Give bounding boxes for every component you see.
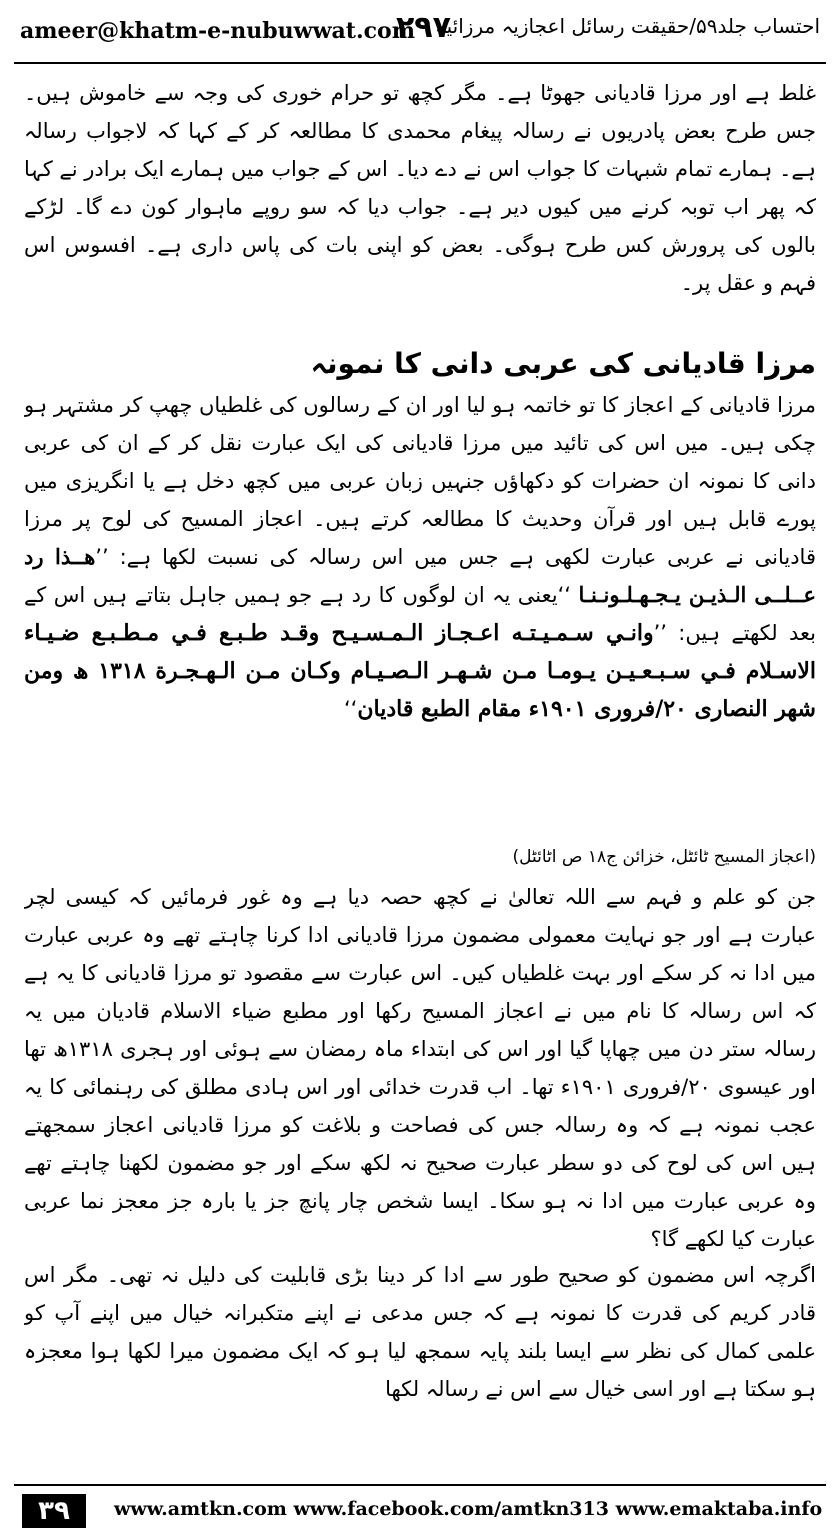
- citation: (اعجاز المسیح ٹائٹل، خزائن ج۱۸ ص اٹائٹل): [512, 847, 816, 867]
- paragraph-2: [24, 386, 816, 842]
- page-body: [24, 74, 816, 1472]
- paragraph-2-text-2: ‘‘یعنی یہ ان لوگوں کا رد ہے جو ہمیں جاہل بتاتے ہیں اس کے بعد لکھتے ہیں: ’’: [24, 583, 816, 645]
- running-title: احتساب جلد۵۹/حقیقت رسائل اعجازیہ مرزائیہ: [434, 14, 820, 38]
- footer-page-box: ۳۹: [22, 1494, 86, 1528]
- arabic-quote-1: هــذا رد عــلــى الـذيـن يـجـهـلـونـنـا: [24, 544, 816, 607]
- paragraph-2-text-3: ‘‘: [344, 697, 358, 721]
- paragraph-3: جن کو علم و فہم سے اللہ تعالیٰ نے کچھ حصہ دیا ہے وہ غور فرمائیں کہ کیسی لچر عبارت ہے اور جو نہایت معمولی مضمون مرزا قادیانی ادا کرنا چاہتے تھے وہ عربی عبارت میں ادا نہ کر سکے اور بہت غلطیاں کیں۔ اس عبارت سے مقصود تو مرزا قادیانی کا یہ ہے کہ اس رسالہ کا نام میں نے اعجاز المسیح رکھا اور مطبع ضیاء الاسلام قادیان میں یہ رسالہ ستر دن میں چھاپا گیا اور اس کی ابتداء ماہ رمضان سے ہوئی اور ہجری ۱۳۱۸ھ تھا اور عیسوی ۲۰/فروری ۱۹۰۱ء تھا۔ اب قدرت خدائی اور اس ہادی مطلق کی رہنمائی کا یہ عجب نمونہ ہے کہ وہ رسالہ جس کی فصاحت و بلاغت کو مرزا قادیانی اعجاز سمجھتے ہیں اس کی لوح کی دو سطر عبارت صحیح نہ لکھ سکے اور جو مضمون لکھنا چاہتے تھے وہ عربی عبارت میں ادا نہ ہو سکا۔ ایسا شخص چار پانچ جز یا بارہ جز معجز نما عربی عبارت کیا لکھے گا؟: [24, 885, 816, 1251]
- page-footer: [14, 1484, 826, 1534]
- arabic-quote-2: وانـي سـمـيـتـه اعـجـاز الـمـسـيـح وقـد طـبـع فـي مـطـبـع ضـيـاء الاسـلام فـي سـبـعـيـن يـومـا مـن شـهـر الـصـيـام وكـان مـن الـهـجـرة ۱۳۱۸ ھ ومن شهر النصارى ۲۰/فروری ۱۹۰۱ء مقام الطبع قاديان: [24, 620, 816, 722]
- paragraph-4: اگرچہ اس مضمون کو صحیح طور سے ادا کر دینا بڑی قابلیت کی دلیل نہ تھی۔ مگر اس قادر کریم کی قدرت کا نمونہ ہے کہ جس مدعی نے اپنے متکبرانہ خیال میں اپنے آپ کو علمی کمال کی نظر سے ایسا بلند پایہ سمجھ لیا ہو کہ ایک مضمون میرا لکھا ہوا معجزہ ہو سکتا ہے اور اسی خیال سے اس نے رسالہ لکھا: [24, 1263, 816, 1401]
- paragraph-2-text-1: مرزا قادیانی کے اعجاز کا تو خاتمہ ہو لیا اور ان کے رسالوں کی غلطیاں چھپ کر مشتہر ہو چکی ہیں۔ میں اس کی تائید میں مرزا قادیانی کی ایک عبارت نقل کر کے ان کی عربی دانی کا نمونہ ان حضرات کو دکھاؤں جنہیں زبان عربی میں کچھ دخل ہے یا انگریزی میں پورے قابل ہیں اور قرآن وحدیث کا مطالعہ کرتے ہیں۔ اعجاز المسیح کی لوح پر مرزا قادیانی نے عربی عبارت لکھی ہے جس میں اس رسالہ کی نسبت لکھا ہے: ’’: [24, 393, 816, 569]
- page-header: [14, 4, 826, 64]
- section-heading: مرزا قادیانی کی عربی دانی کا نمونہ: [310, 347, 816, 380]
- header-rule: [14, 62, 826, 64]
- page-number: ۲۹۷: [396, 10, 451, 45]
- header-email: ameer@khatm-e-nubuwwat.com: [20, 18, 415, 44]
- footer-links: www.amtkn.com www.facebook.com/amtkn313 www.emaktaba.info: [114, 1498, 823, 1520]
- paragraph-1: غلط ہے اور مرزا قادیانی جھوٹا ہے۔ مگر کچھ تو حرام خوری کی وجہ سے خاموش ہیں۔ جس طرح بعض پادریوں نے رسالہ پیغام محمدی کا مطالعہ کر کے کہا کہ لاجواب رسالہ ہے۔ ہمارے تمام شبہات کا جواب اس نے دے دیا۔ اس کے جواب میں ہمارے ایک برادر نے کہا کہ پھر اب توبہ کرنے میں کیوں دیر ہے۔ جواب دیا کہ سو روپے ماہوار کون دے گا۔ لڑکے بالوں کی پرورش کس طرح ہوگی۔ بعض کو اپنی بات کی پاس داری ہے۔ افسوس اس فہم و عقل پر۔: [24, 81, 816, 295]
